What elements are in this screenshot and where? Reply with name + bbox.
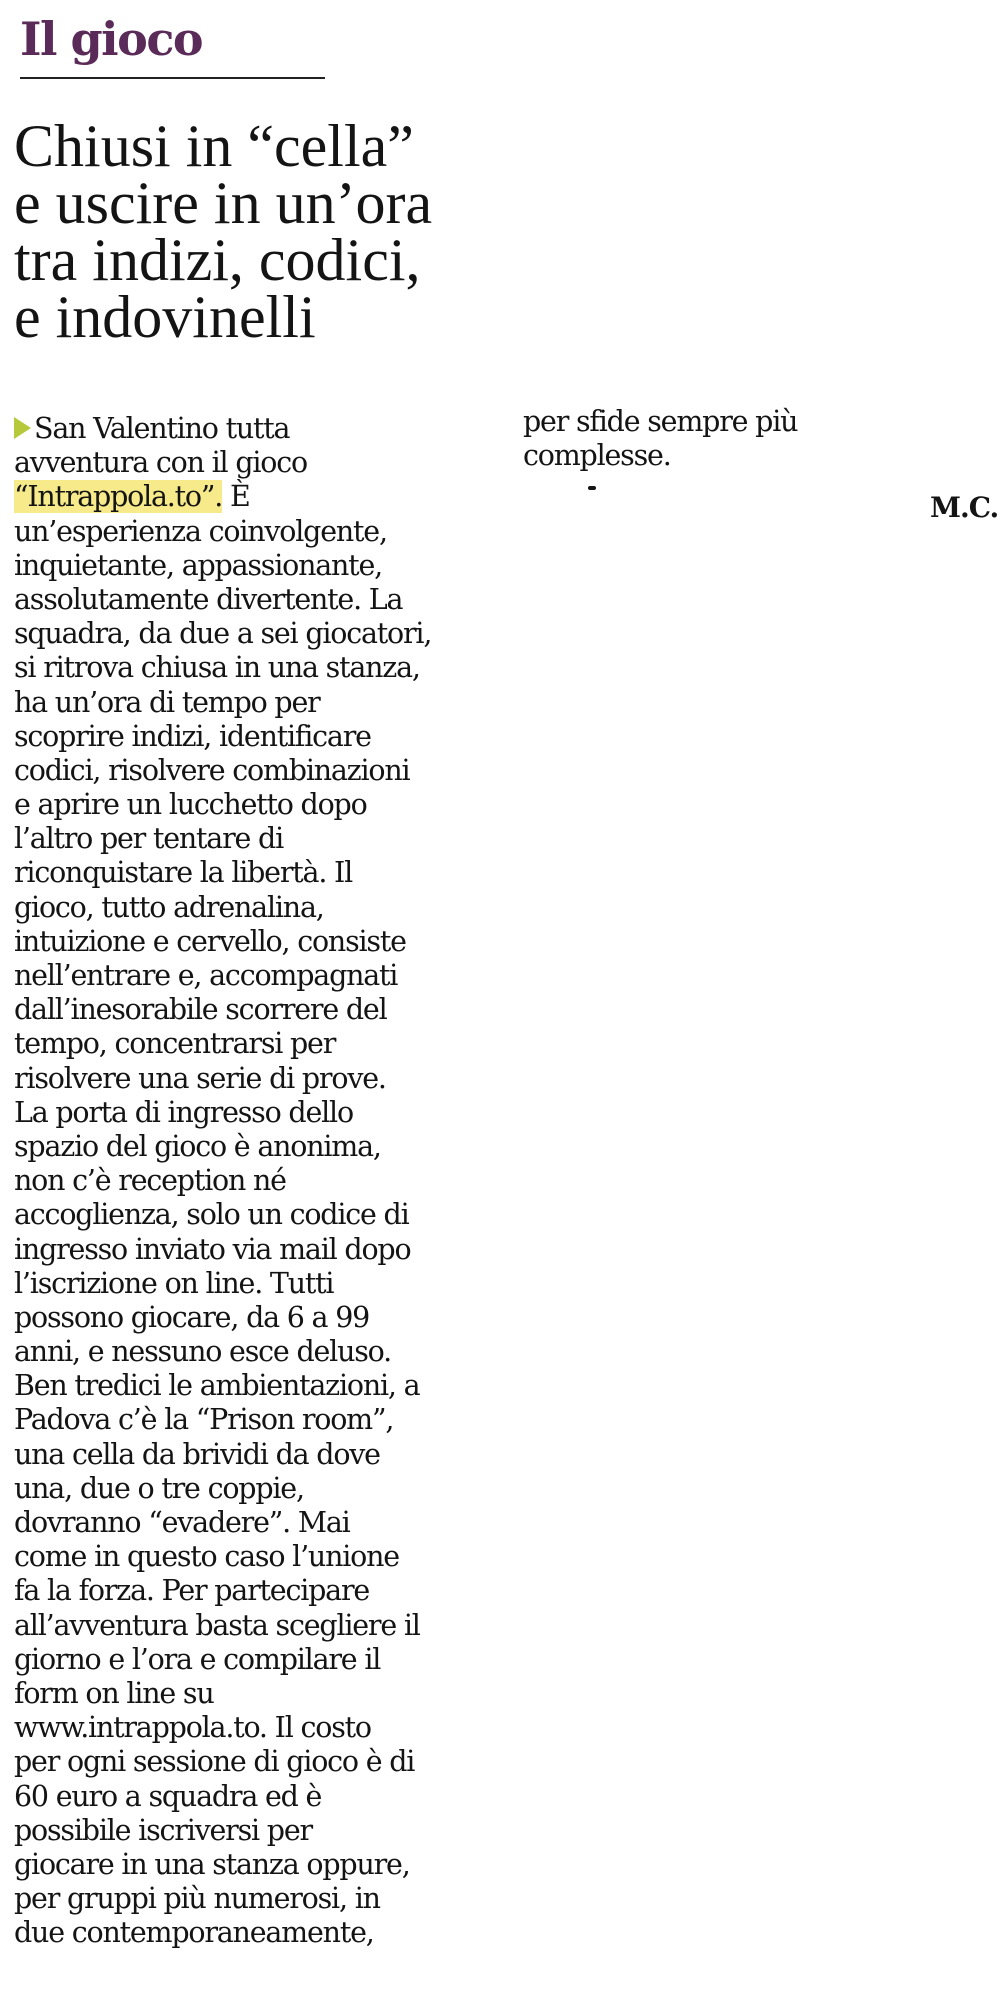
continuation-line: per sfide sempre più <box>523 405 798 438</box>
body-line: assolutamente divertente. La <box>14 582 403 616</box>
body-line: una cella da brividi da dove <box>14 1437 380 1471</box>
body-line: per gruppi più numerosi, in <box>14 1882 380 1916</box>
body-lines <box>14 515 504 1951</box>
continuation-line: complesse. <box>523 439 671 473</box>
body-line: riconquistare la libertà. Il <box>14 856 353 890</box>
body-line: avventura con il gioco <box>14 446 307 480</box>
section-rule <box>20 77 325 79</box>
lead-text: San Valentino tutta <box>34 412 290 445</box>
body-line: l’altro per tentare di <box>14 822 283 856</box>
body-line: come in questo caso l’unione <box>14 1540 399 1574</box>
body-text: È <box>222 480 250 514</box>
body-line: si ritrova chiusa in una stanza, <box>14 651 420 685</box>
body-line: codici, risolvere combinazioni <box>14 753 410 787</box>
headline-line: e indovinelli <box>14 284 316 350</box>
body-line: una, due o tre coppie, <box>14 1471 304 1505</box>
body-line: possono giocare, da 6 a 99 <box>14 1300 370 1334</box>
body-line: all’avventura basta scegliere il <box>14 1608 420 1642</box>
body-line: 60 euro a squadra ed è <box>14 1779 322 1813</box>
body-line: anni, e nessuno esce deluso. <box>14 1335 391 1369</box>
body-line: Padova c’è la “Prison room”, <box>14 1403 394 1437</box>
body-line: spazio del gioco è anonima, <box>14 1129 381 1163</box>
body-line: giorno e l’ora e compilare il <box>14 1642 381 1676</box>
body-line: squadra, da due a sei giocatori, <box>14 617 432 651</box>
body-line: giocare in una stanza oppure, <box>14 1847 410 1881</box>
body-line: inquietante, appassionante, <box>14 548 382 582</box>
body-line: Ben tredici le ambientazioni, a <box>14 1369 420 1403</box>
body-line: scoprire indizi, identificare <box>14 719 371 753</box>
body-line: accoglienza, solo un codice di <box>14 1198 409 1232</box>
body-line: www.intrappola.to. Il costo <box>14 1711 371 1745</box>
body-line: possibile iscriversi per <box>14 1813 312 1847</box>
body-line: e aprire un lucchetto dopo <box>14 788 367 822</box>
body-line-lead <box>14 412 504 446</box>
body-line: ingresso inviato via mail dopo <box>14 1232 411 1266</box>
body-line: ha un’ora di tempo per <box>14 685 320 719</box>
body-line: l’iscrizione on line. Tutti <box>14 1266 334 1300</box>
triangle-marker-icon <box>14 417 31 439</box>
body-line: form on line su <box>14 1676 214 1710</box>
byline: M.C. <box>930 491 999 524</box>
article-continuation <box>523 405 993 473</box>
body-line-highlight <box>14 480 504 514</box>
body-line: intuizione e cervello, consiste <box>14 924 406 958</box>
body-line: gioco, tutto adrenalina, <box>14 890 324 924</box>
body-line: risolvere una serie di prove. <box>14 1061 386 1095</box>
article-body <box>14 412 504 1950</box>
body-line: fa la forza. Per partecipare <box>14 1574 370 1608</box>
body-line: dovranno “evadere”. Mai <box>14 1506 350 1539</box>
body-line: non c’è reception né <box>14 1164 286 1198</box>
body-line: La porta di ingresso dello <box>14 1095 353 1129</box>
body-line: dall’inesorabile scorrere del <box>14 993 387 1027</box>
headline-line: e uscire in un’ora <box>14 170 433 236</box>
headline <box>14 113 433 350</box>
headline-line: tra indizi, codici, <box>14 227 421 293</box>
section-label: Il gioco <box>20 12 203 66</box>
body-line: per ogni sessione di gioco è di <box>14 1745 415 1779</box>
highlighted-name: “Intrappola.to”. <box>14 480 223 514</box>
body-line: un’esperienza coinvolgente, <box>14 514 387 548</box>
headline-line: Chiusi in “cella” <box>14 113 414 179</box>
body-line: due contemporaneamente, <box>14 1916 374 1950</box>
body-line: tempo, concentrarsi per <box>14 1027 336 1061</box>
body-line: nell’entrare e, accompagnati <box>14 959 398 992</box>
speck-mark <box>588 486 596 490</box>
